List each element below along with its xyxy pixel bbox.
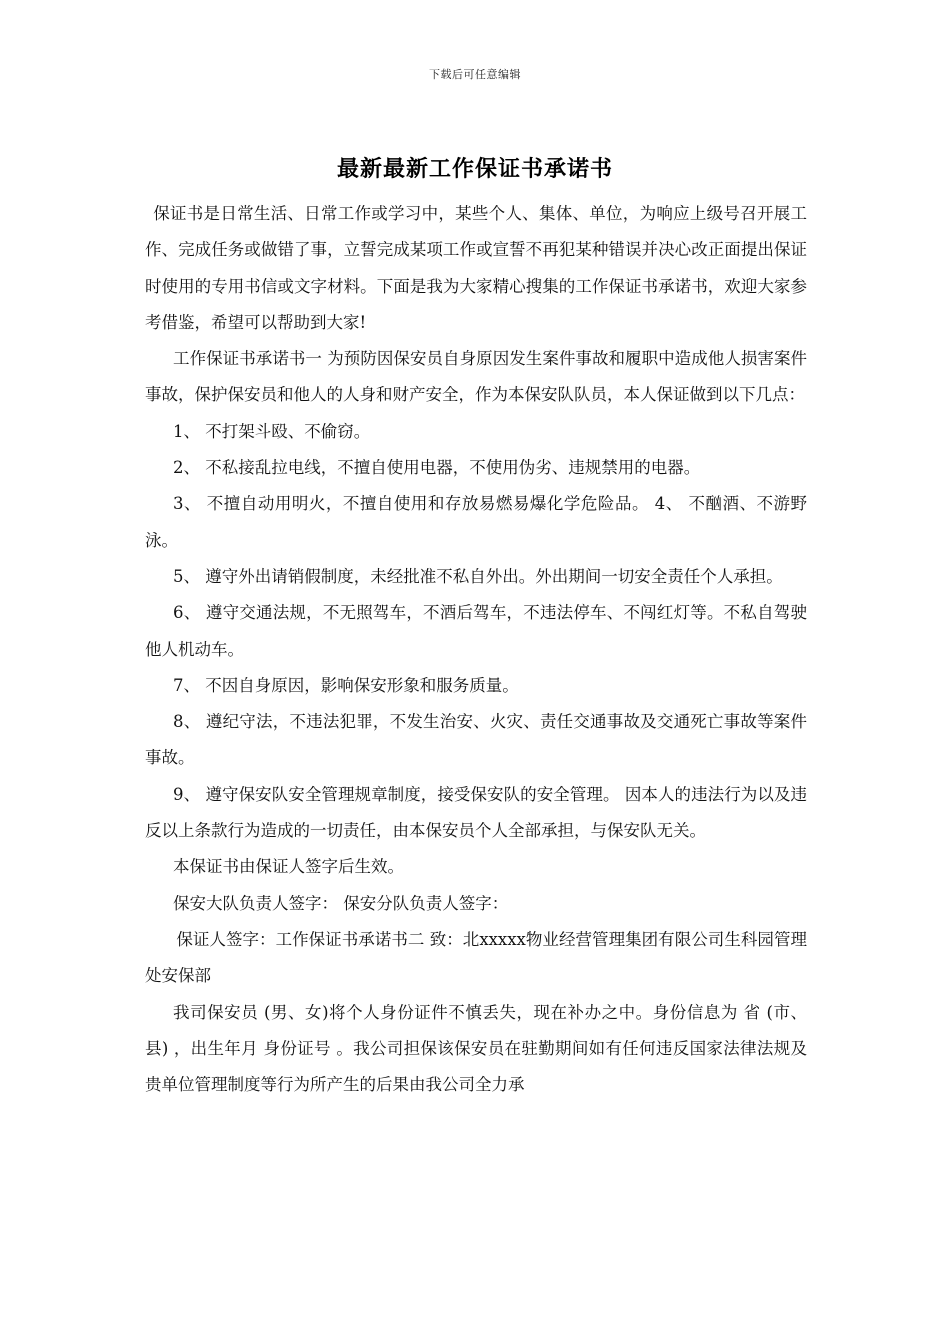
paragraph-effective: 本保证书由保证人签字后生效。: [173, 857, 405, 877]
paragraph-item-5: 5、 遵守外出请销假制度，未经批准不私自外出。外出期间一切安全责任个人承担。: [173, 566, 783, 586]
paragraph-item-9: 9、 遵守保安队安全管理规章制度，接受保安队的安全管理。 因本人的违法行为以及违反以上条款行为造成的一切责任，由本保安员个人全部承担，与保安队无关。: [145, 784, 807, 841]
paragraph-item-1: 1、 不打架斗殴、不偷窃。: [173, 421, 371, 441]
paragraph-guarantee: 我司保安员 (男、女)将个人身份证件不慎丢失，现在补办之中。身份信息为 省 (市、县) ，出生年月 身份证号 。我公司担保该保安员在驻勤期间如有任何违反国家法律法规及贵单位管理制度等行为所产生的后果由我公司全力承: [145, 1002, 807, 1095]
paragraph-item-8: 8、 遵纪守法，不违法犯罪，不发生治安、火灾、责任交通事故及交通死亡事故等案件事故。: [145, 712, 807, 768]
paragraph-pledge-two-intro: 保证人签字：工作保证书承诺书二 致：北xxxxx物业经营管理集团有限公司生科园管理处安保部: [145, 929, 807, 986]
paragraph-item-3-4: 3、 不擅自动用明火，不擅自使用和存放易燃易爆化学危险品。 4、 不酗酒、不游野泳。: [145, 494, 807, 550]
paragraph-pledge-one-intro: 工作保证书承诺书一 为预防因保安员自身原因发生案件事故和履职中造成他人损害案件事故，保护保安员和他人的人身和财产安全，作为本保安队队员，本人保证做到以下几点：: [145, 349, 807, 405]
paragraph-item-2: 2、 不私接乱拉电线，不擅自使用电器，不使用伪劣、违规禁用的电器。: [173, 458, 701, 478]
paragraph-signatures: 保安大队负责人签字： 保安分队负责人签字：: [173, 893, 509, 913]
document-title: 最新最新工作保证书承诺书: [336, 156, 613, 182]
paragraph-item-7: 7、 不因自身原因，影响保安形象和服务质量。: [173, 675, 519, 695]
header-note: 下载后可任意编辑: [429, 68, 521, 81]
document-body: [145, 196, 807, 1103]
paragraph-intro: 保证书是日常生活、日常工作或学习中，某些个人、集体、单位，为响应上级号召开展工作、完成任务或做错了事，立誓完成某项工作或宣誓不再犯某种错误并决心改正面提出保证时使用的专用书信或文字材料。下面是我为大家精心搜集的工作保证书承诺书，欢迎大家参考借鉴，希望可以帮助到大家!: [145, 204, 807, 332]
paragraph-item-6: 6、 遵守交通法规，不无照驾车，不酒后驾车，不违法停车、不闯红灯等。不私自驾驶他人机动车。: [145, 603, 807, 659]
